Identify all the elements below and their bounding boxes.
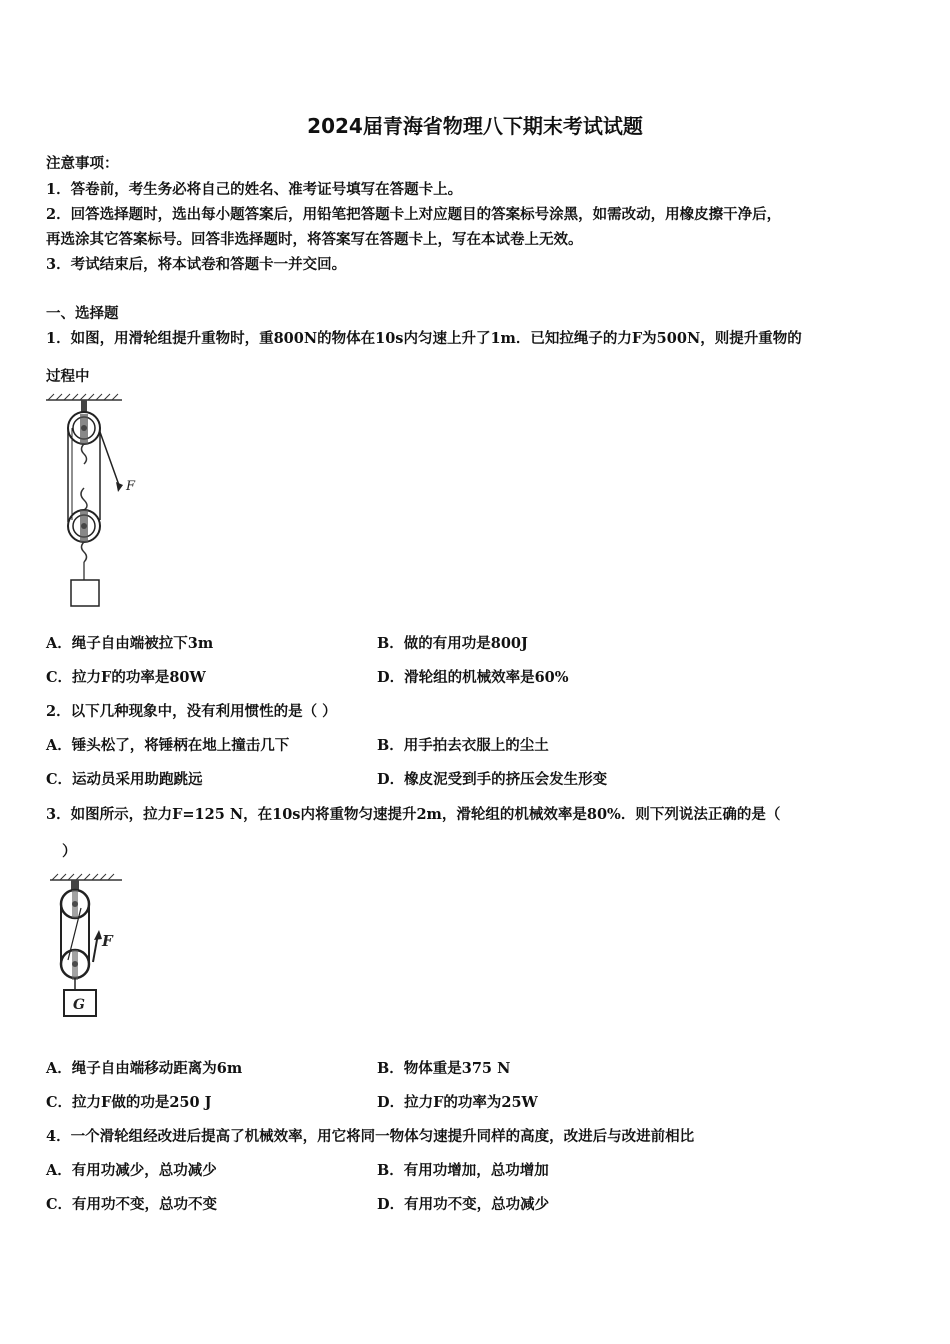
q1-option-a[interactable]: A．绳子自由端被拉下3m	[46, 635, 214, 652]
q2-option-b[interactable]: B．用手拍去衣服上的尘土	[377, 737, 549, 754]
q3-option-a[interactable]: A．绳子自由端移动距离为6m	[46, 1060, 243, 1077]
q4-stem: 4．一个滑轮组经改进后提高了机械效率，用它将同一物体匀速提升同样的高度，改进后与改进前相比	[46, 1128, 695, 1145]
q3-option-d[interactable]: D．拉力F的功率为25W	[377, 1094, 538, 1111]
notice-item-1: 1．答卷前，考生务必将自己的姓名、准考证号填写在答题卡上。	[46, 181, 463, 198]
q3-stem-line-1: 3．如图所示，拉力F=125 N，在10s内将重物匀速提升2m，滑轮组的机械效率是80%．则下列说法正确的是（	[46, 806, 781, 823]
q1-stem-line-2: 过程中	[46, 368, 90, 385]
q1-pulley-figure	[42, 392, 142, 612]
q3-stem-line-2: ）	[62, 843, 77, 860]
q2-stem: 2．以下几种现象中，没有利用惯性的是（ ）	[46, 703, 337, 720]
q2-option-c[interactable]: C．运动员采用助跑跳远	[46, 771, 203, 788]
page-title: 2024届青海省物理八下期末考试试题	[307, 114, 643, 138]
q3-figure-label-g: G	[73, 997, 85, 1013]
section-heading: 一、选择题	[46, 305, 119, 322]
notice-item-2-line-1: 2．回答选择题时，选出每小题答案后，用铅笔把答题卡上对应题目的答案标号涂黑，如需改动，用橡皮擦干净后，	[46, 206, 782, 223]
q3-figure-label-f: F	[102, 932, 113, 950]
ceiling-hatch	[46, 394, 122, 400]
q3-pulley-figure	[46, 872, 136, 1022]
q1-weight-block	[71, 580, 99, 606]
q4-option-b[interactable]: B．有用功增加，总功增加	[377, 1162, 549, 1179]
q1-stem-line-1: 1．如图，用滑轮组提升重物时，重800N的物体在10s内匀速上升了1m．已知拉绳子的力F为500N，则提升重物的	[46, 330, 802, 347]
notice-heading: 注意事项：	[46, 155, 119, 172]
q1-option-c[interactable]: C．拉力F的功率是80W	[46, 669, 206, 686]
q2-option-d[interactable]: D．橡皮泥受到手的挤压会发生形变	[377, 771, 608, 788]
q3-option-c[interactable]: C．拉力F做的功是250 J	[46, 1094, 212, 1111]
q2-option-a[interactable]: A．锤头松了，将锤柄在地上撞击几下	[46, 737, 290, 754]
q4-option-d[interactable]: D．有用功不变，总功减少	[377, 1196, 550, 1213]
q4-option-c[interactable]: C．有用功不变，总功不变	[46, 1196, 218, 1213]
notice-item-2-line-2: 再选涂其它答案标号。回答非选择题时，将答案写在答题卡上，写在本试卷上无效。	[46, 231, 583, 248]
q1-option-d[interactable]: D．滑轮组的机械效率是60%	[377, 669, 569, 686]
ceiling-hatch	[50, 874, 122, 880]
q1-figure-label-f: F	[126, 479, 136, 494]
notice-item-3: 3．考试结束后，将本试卷和答题卡一并交回。	[46, 256, 347, 273]
q3-option-b[interactable]: B．物体重是375 N	[377, 1060, 511, 1077]
q1-option-b[interactable]: B．做的有用功是800J	[377, 635, 528, 652]
q4-option-a[interactable]: A．有用功减少，总功减少	[46, 1162, 217, 1179]
